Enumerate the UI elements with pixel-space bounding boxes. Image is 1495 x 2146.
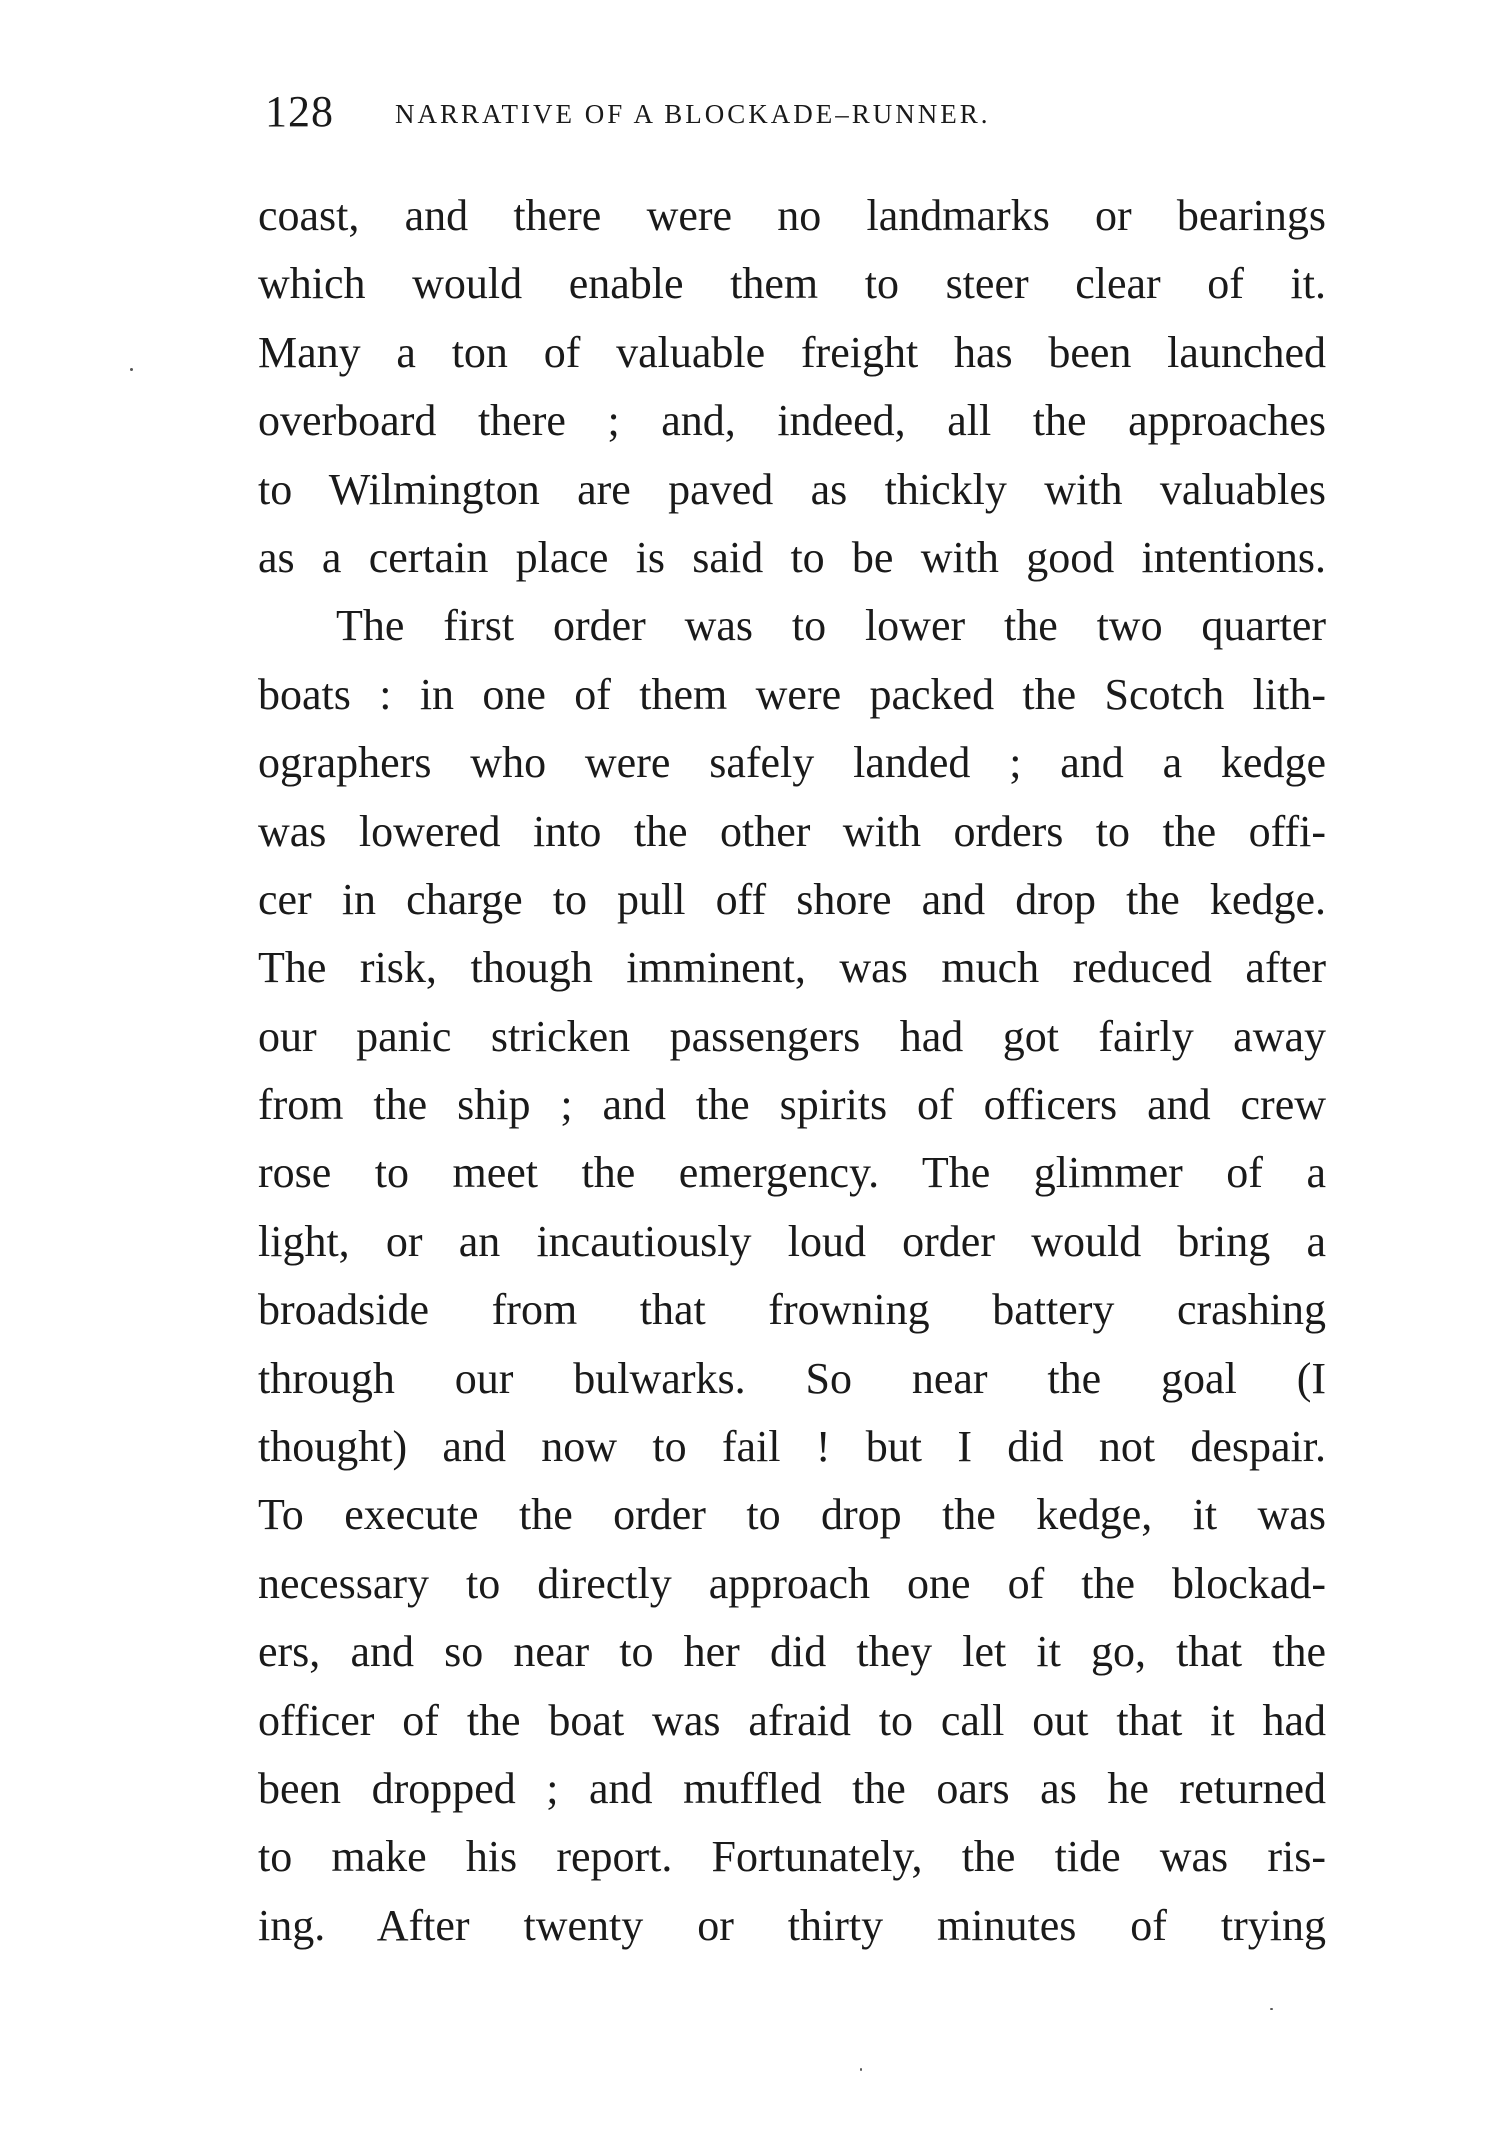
text-line: ers, and so near to her did they let it go, that the <box>258 1627 1326 1677</box>
text-line: cer in charge to pull off shore and drop the kedge. <box>258 874 1326 924</box>
print-speck <box>1270 2008 1273 2010</box>
text-line: rose to meet the emergency. The glimmer of a <box>258 1148 1326 1198</box>
text-line: ographers who were safely landed ; and a kedge <box>258 738 1326 788</box>
print-speck <box>860 2068 862 2071</box>
text-line: to Wilmington are paved as thickly with valuables <box>258 464 1326 514</box>
text-line: broadside from that frowning battery crashing <box>258 1285 1326 1335</box>
text-line: coast, and there were no landmarks or bearings <box>258 191 1326 240</box>
text-line: officer of the boat was afraid to call out that it had <box>258 1695 1326 1745</box>
text-line: as a certain place is said to be with good intentions. <box>258 532 1326 582</box>
text-line: to make his report. Fortunately, the tide was ris- <box>258 1832 1326 1882</box>
text-line: light, or an incautiously loud order would bring a <box>258 1216 1326 1266</box>
text-line-indented: The first order was to lower the two quarter <box>336 601 1326 651</box>
text-line: The risk, though imminent, was much reduced after <box>258 943 1326 993</box>
text-line: which would enable them to steer clear of it. <box>258 259 1326 309</box>
page-header <box>265 82 1325 142</box>
text-line: ing. After twenty or thirty minutes of trying <box>258 1900 1326 1950</box>
print-speck <box>130 368 133 371</box>
text-line: from the ship ; and the spirits of officers and crew <box>258 1080 1326 1130</box>
running-head: NARRATIVE OF A BLOCKADE–RUNNER. <box>395 99 991 129</box>
text-line: through our bulwarks. So near the goal (I <box>258 1353 1326 1403</box>
body-text <box>258 182 1326 1960</box>
text-line: been dropped ; and muffled the oars as he returned <box>258 1763 1326 1813</box>
text-line: Many a ton of valuable freight has been launched <box>258 327 1326 377</box>
text-line: thought) and now to fail ! but I did not despair. <box>258 1422 1326 1472</box>
text-line: necessary to directly approach one of the blockad- <box>258 1558 1326 1608</box>
text-line: To execute the order to drop the kedge, it was <box>258 1490 1326 1540</box>
text-line: our panic stricken passengers had got fairly away <box>258 1011 1326 1061</box>
text-line: overboard there ; and, indeed, all the approaches <box>258 396 1326 446</box>
text-line: was lowered into the other with orders to the offi- <box>258 806 1326 856</box>
page-number: 128 <box>265 87 334 136</box>
text-line: boats : in one of them were packed the Scotch lith- <box>258 669 1326 719</box>
